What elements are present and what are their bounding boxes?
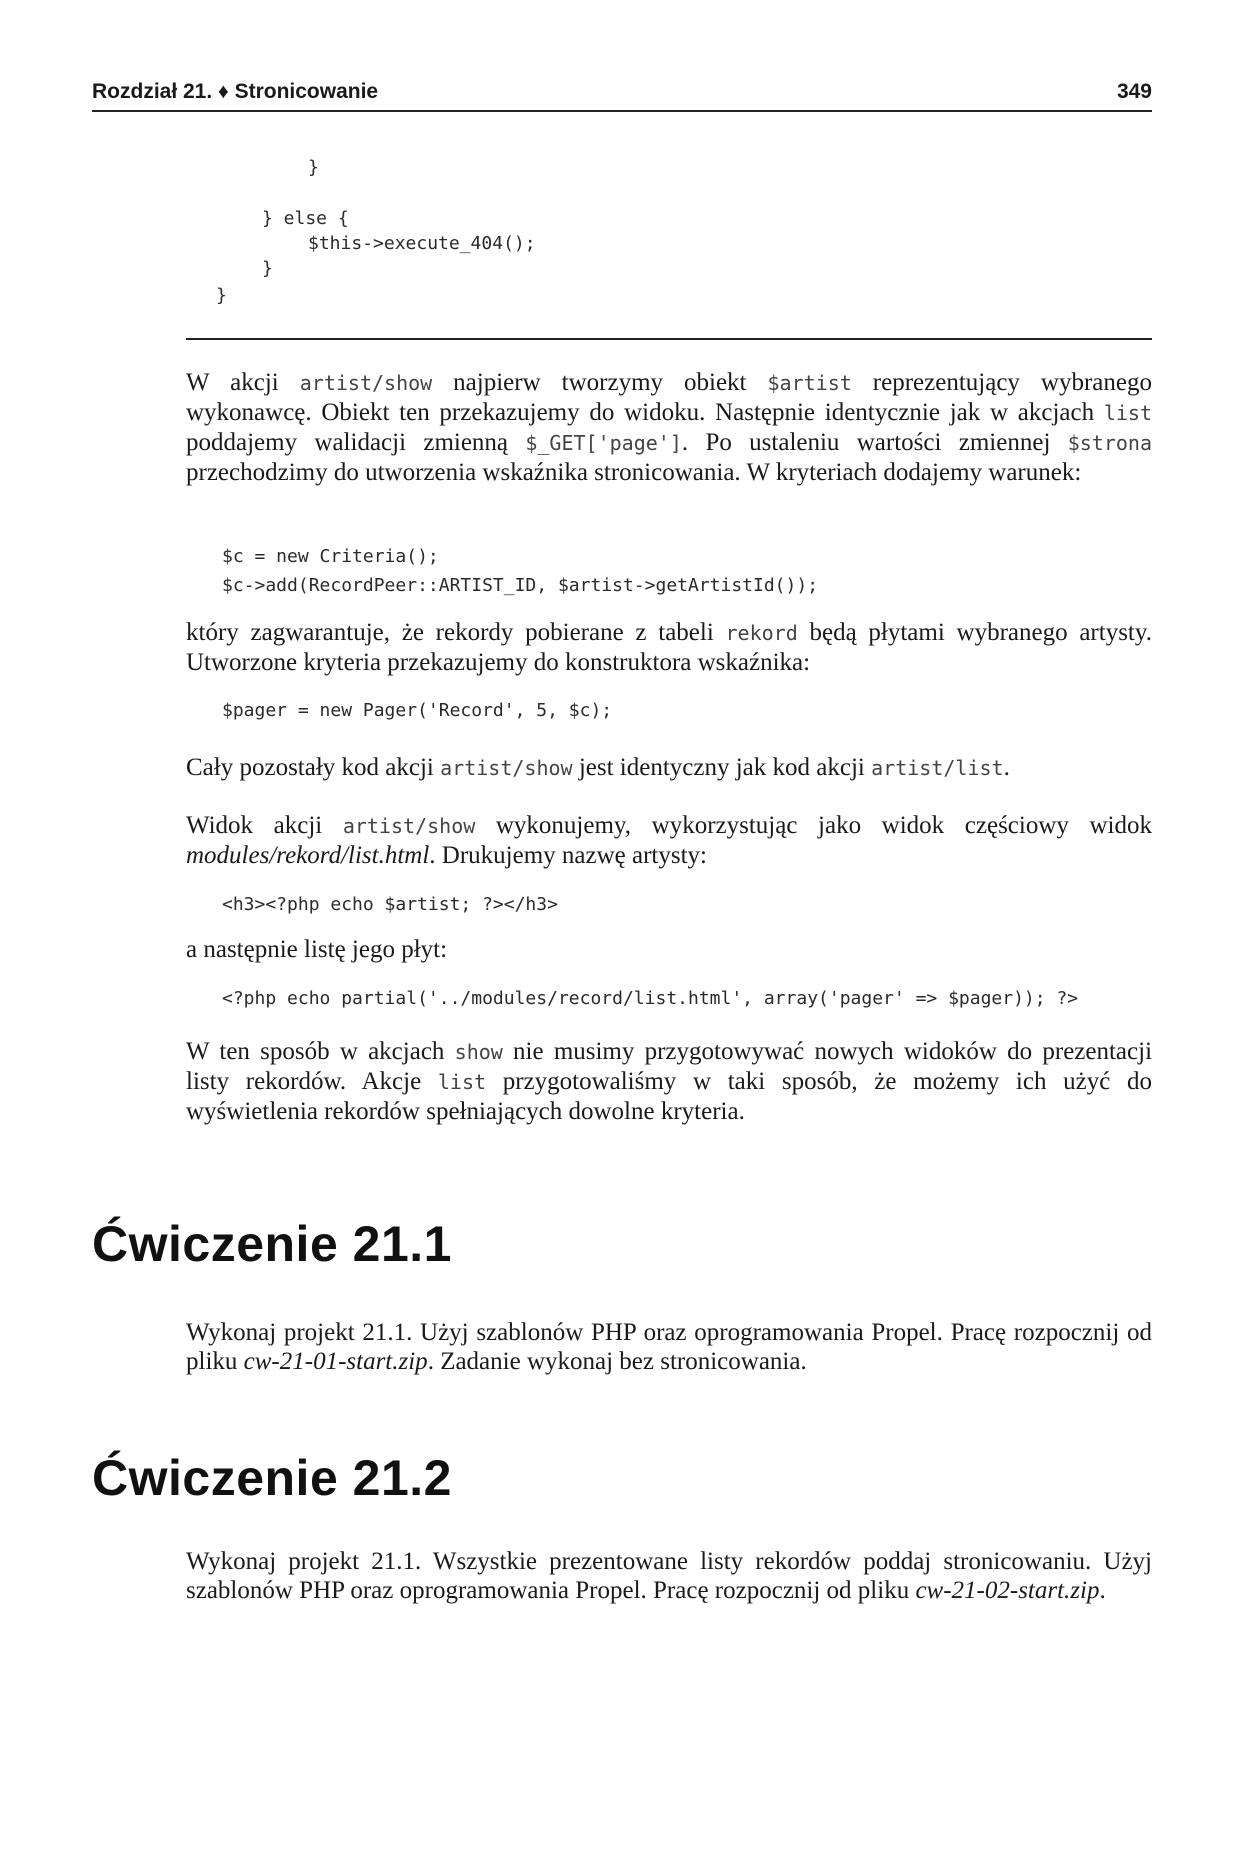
- file-name: cw-21-02-start.zip: [915, 1577, 1100, 1604]
- code-line: }: [216, 285, 227, 306]
- inline-code: list: [437, 1070, 487, 1094]
- file-name: cw-21-01-start.zip: [243, 1348, 428, 1375]
- paragraph: W akcji artist/show najpierw tworzymy obiekt $artist reprezentujący wybranego wykonawcę. Obiekt ten przekazujemy do widoku. Następnie identycznie jak w akcjach list poddajemy walidacji zmienną $_GET['page']. Po ustaleniu wartości zmiennej $strona przechodzimy do utworzenia wskaźnika stronicowania. W kryteriach dodajemy warunek:: [186, 369, 1153, 486]
- inline-code: rekord: [725, 621, 798, 645]
- page-number: 349: [1116, 80, 1152, 103]
- file-path: modules/rekord/list.html: [186, 842, 430, 869]
- inline-code: $strona: [1067, 431, 1153, 455]
- paragraph: a następnie listę jego płyt:: [186, 936, 448, 963]
- exercise-text: Wykonaj projekt 21.1. Wszystkie prezentowane listy rekordów poddaj stronicowaniu. Użyj szablonów PHP oraz oprogramowania Propel. Pracę rozpocznij od pliku cw-21-02-start.zip.: [186, 1548, 1152, 1604]
- code-line: $c = new Criteria();: [222, 546, 439, 567]
- paragraph: który zagwarantuje, że rekordy pobierane z tabeli rekord będą płytami wybranego artysty. Utworzone kryteria przekazujemy do konstruktora wskaźnika:: [186, 619, 1152, 676]
- code-listing-rule: [186, 338, 1152, 340]
- inline-code: list: [1103, 401, 1152, 425]
- exercise-heading: Ćwiczenie 21.1: [92, 1216, 452, 1272]
- inline-code: artist/list: [871, 756, 1004, 780]
- inline-code: artist/show: [299, 371, 433, 395]
- inline-code: $_GET['page']: [525, 431, 682, 455]
- running-header: [92, 76, 1152, 110]
- inline-code: artist/show: [342, 814, 476, 838]
- header-rule: [92, 110, 1152, 112]
- inline-code: $artist: [767, 371, 852, 395]
- code-line: <?php echo partial('../modules/record/list.html', array('pager' => $pager)); ?>: [222, 988, 1079, 1009]
- chapter-title: Rozdział 21. ♦ Stronicowanie: [92, 80, 379, 103]
- code-line: $pager = new Pager('Record', 5, $c);: [222, 700, 613, 721]
- code-line: <h3><?php echo $artist; ?></h3>: [222, 894, 558, 915]
- code-line: } else {: [262, 208, 349, 229]
- exercise-heading: Ćwiczenie 21.2: [92, 1450, 452, 1506]
- paragraph: Cały pozostały kod akcji artist/show jest identyczny jak kod akcji artist/list.: [186, 754, 1010, 781]
- paragraph: Widok akcji artist/show wykonujemy, wykorzystując jako widok częściowy widok modules/rekord/list.html. Drukujemy nazwę artysty:: [186, 812, 1152, 869]
- code-line: $c->add(RecordPeer::ARTIST_ID, $artist->getArtistId());: [222, 575, 819, 596]
- code-line: }: [262, 258, 273, 279]
- paragraph: W ten sposób w akcjach show nie musimy przygotowywać nowych widoków do prezentacji listy rekordów. Akcje list przygotowaliśmy w taki sposób, że możemy ich użyć do wyświetlenia rekordów spełniających dowolne kryteria.: [186, 1038, 1153, 1125]
- inline-code: show: [454, 1040, 503, 1064]
- inline-code: artist/show: [440, 756, 573, 780]
- code-line: $this->execute_404();: [308, 233, 536, 254]
- exercise-text: Wykonaj projekt 21.1. Użyj szablonów PHP oraz oprogramowania Propel. Pracę rozpocznij od pliku cw-21-01-start.zip. Zadanie wykonaj bez stronicowania.: [186, 1319, 1152, 1375]
- code-line: }: [308, 157, 319, 178]
